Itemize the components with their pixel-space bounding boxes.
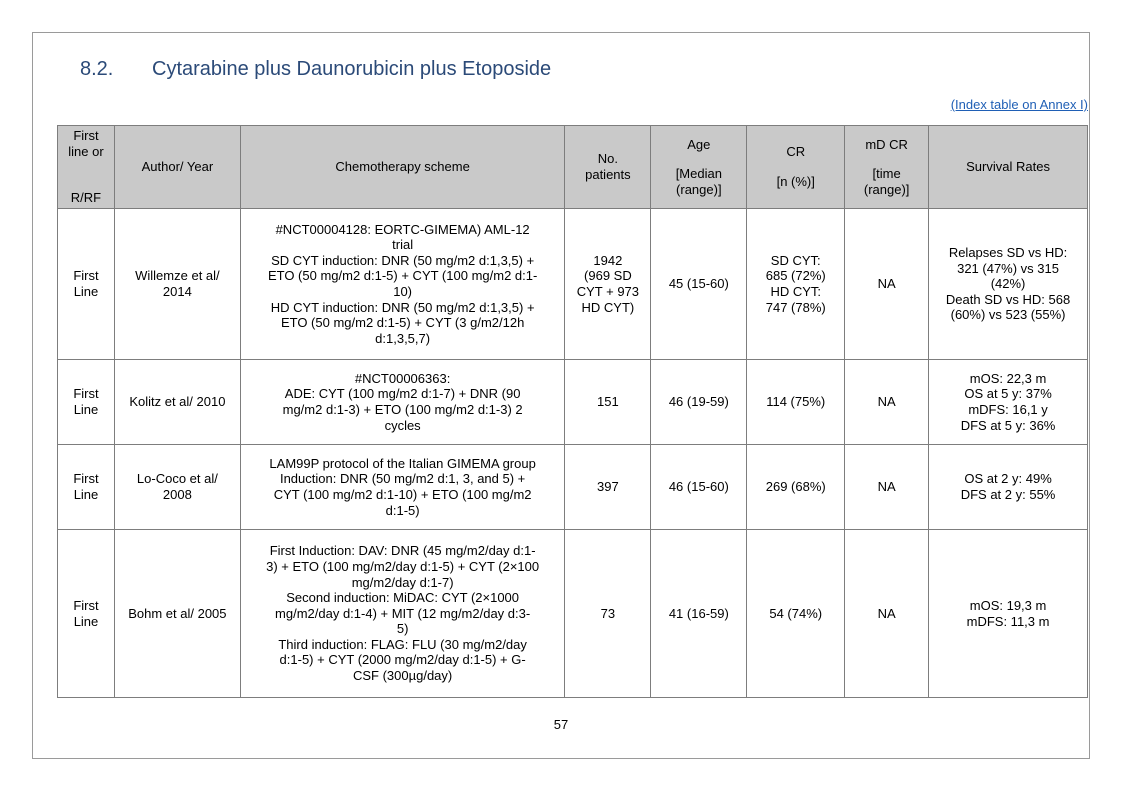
section-heading — [80, 58, 551, 81]
cell-survival: OS at 2 y: 49% DFS at 2 y: 55% — [929, 445, 1088, 530]
header-author: Author/ Year — [114, 126, 240, 209]
header-cr: CR [n (%)] — [747, 126, 845, 209]
cell-mdcr: NA — [845, 445, 929, 530]
cell-age: 46 (19-59) — [651, 360, 747, 445]
cell-scheme: First Induction: DAV: DNR (45 mg/m2/day d:1- 3) + ETO (100 mg/m2/day d:1-5) + CYT (2×100 mg/m2/day d:1-7) Second induction: MiDAC: CYT (2×1000 mg/m2/day d:1-4) + MIT (12 mg/m2/day d:3- 5) Third induction: FLAG: FLU (30 mg/m2/day d:1-5) + CYT (2000 mg/m2/day d:1-5) + G- CSF (300µg/day) — [240, 530, 565, 698]
table-row — [58, 360, 1088, 445]
section-number: 8.2. — [80, 58, 114, 80]
header-line: First line or R/RF — [58, 126, 115, 209]
cell-line: First Line — [58, 209, 115, 360]
section-title: Cytarabine plus Daunorubicin plus Etoposide — [152, 58, 552, 80]
table-row — [58, 445, 1088, 530]
cell-line: First Line — [58, 530, 115, 698]
cell-patients: 1942 (969 SD CYT + 973 HD CYT) — [565, 209, 651, 360]
cell-scheme: #NCT00006363: ADE: CYT (100 mg/m2 d:1-7) + DNR (90 mg/m2 d:1-3) + ETO (100 mg/m2 d:1-3) 2 cycles — [240, 360, 565, 445]
cell-age: 41 (16-59) — [651, 530, 747, 698]
table-row — [58, 530, 1088, 698]
cell-patients: 151 — [565, 360, 651, 445]
header-age: Age [Median (range)] — [651, 126, 747, 209]
cell-survival: mOS: 19,3 m mDFS: 11,3 m — [929, 530, 1088, 698]
cell-mdcr: NA — [845, 209, 929, 360]
cell-mdcr: NA — [845, 360, 929, 445]
header-row — [58, 126, 1088, 209]
index-table-link[interactable]: (Index table on Annex I) — [950, 97, 1088, 112]
cell-line: First Line — [58, 360, 115, 445]
cell-mdcr: NA — [845, 530, 929, 698]
cell-age: 46 (15-60) — [651, 445, 747, 530]
header-patients: No. patients — [565, 126, 651, 209]
chemotherapy-table — [57, 125, 1088, 698]
cell-cr: SD CYT: 685 (72%) HD CYT: 747 (78%) — [747, 209, 845, 360]
cell-cr: 54 (74%) — [747, 530, 845, 698]
cell-author: Kolitz et al/ 2010 — [114, 360, 240, 445]
header-scheme: Chemotherapy scheme — [240, 126, 565, 209]
cell-survival: Relapses SD vs HD: 321 (47%) vs 315 (42%) Death SD vs HD: 568 (60%) vs 523 (55%) — [929, 209, 1088, 360]
cell-author: Willemze et al/ 2014 — [114, 209, 240, 360]
cell-cr: 269 (68%) — [747, 445, 845, 530]
cell-survival: mOS: 22,3 m OS at 5 y: 37% mDFS: 16,1 y DFS at 5 y: 36% — [929, 360, 1088, 445]
cell-scheme: #NCT00004128: EORTC-GIMEMA) AML-12 trial SD CYT induction: DNR (50 mg/m2 d:1,3,5) + ETO (50 mg/m2 d:1-5) + CYT (100 mg/m2 d:1- 10) HD CYT induction: DNR (50 mg/m2 d:1,3,5) + ETO (50 mg/m2 d:1-5) + CYT (3 g/m2/12h d:1,3,5,7) — [240, 209, 565, 360]
cell-cr: 114 (75%) — [747, 360, 845, 445]
cell-scheme: LAM99P protocol of the Italian GIMEMA group Induction: DNR (50 mg/m2 d:1, 3, and 5) + CYT (100 mg/m2 d:1-10) + ETO (100 mg/m2 d:1-5) — [240, 445, 565, 530]
cell-author: Bohm et al/ 2005 — [114, 530, 240, 698]
cell-line: First Line — [58, 445, 115, 530]
table-row — [58, 209, 1088, 360]
page-number: 57 — [553, 717, 569, 732]
cell-patients: 73 — [565, 530, 651, 698]
cell-author: Lo-Coco et al/ 2008 — [114, 445, 240, 530]
header-survival: Survival Rates — [929, 126, 1088, 209]
header-mdcr: mD CR [time (range)] — [845, 126, 929, 209]
cell-age: 45 (15-60) — [651, 209, 747, 360]
cell-patients: 397 — [565, 445, 651, 530]
